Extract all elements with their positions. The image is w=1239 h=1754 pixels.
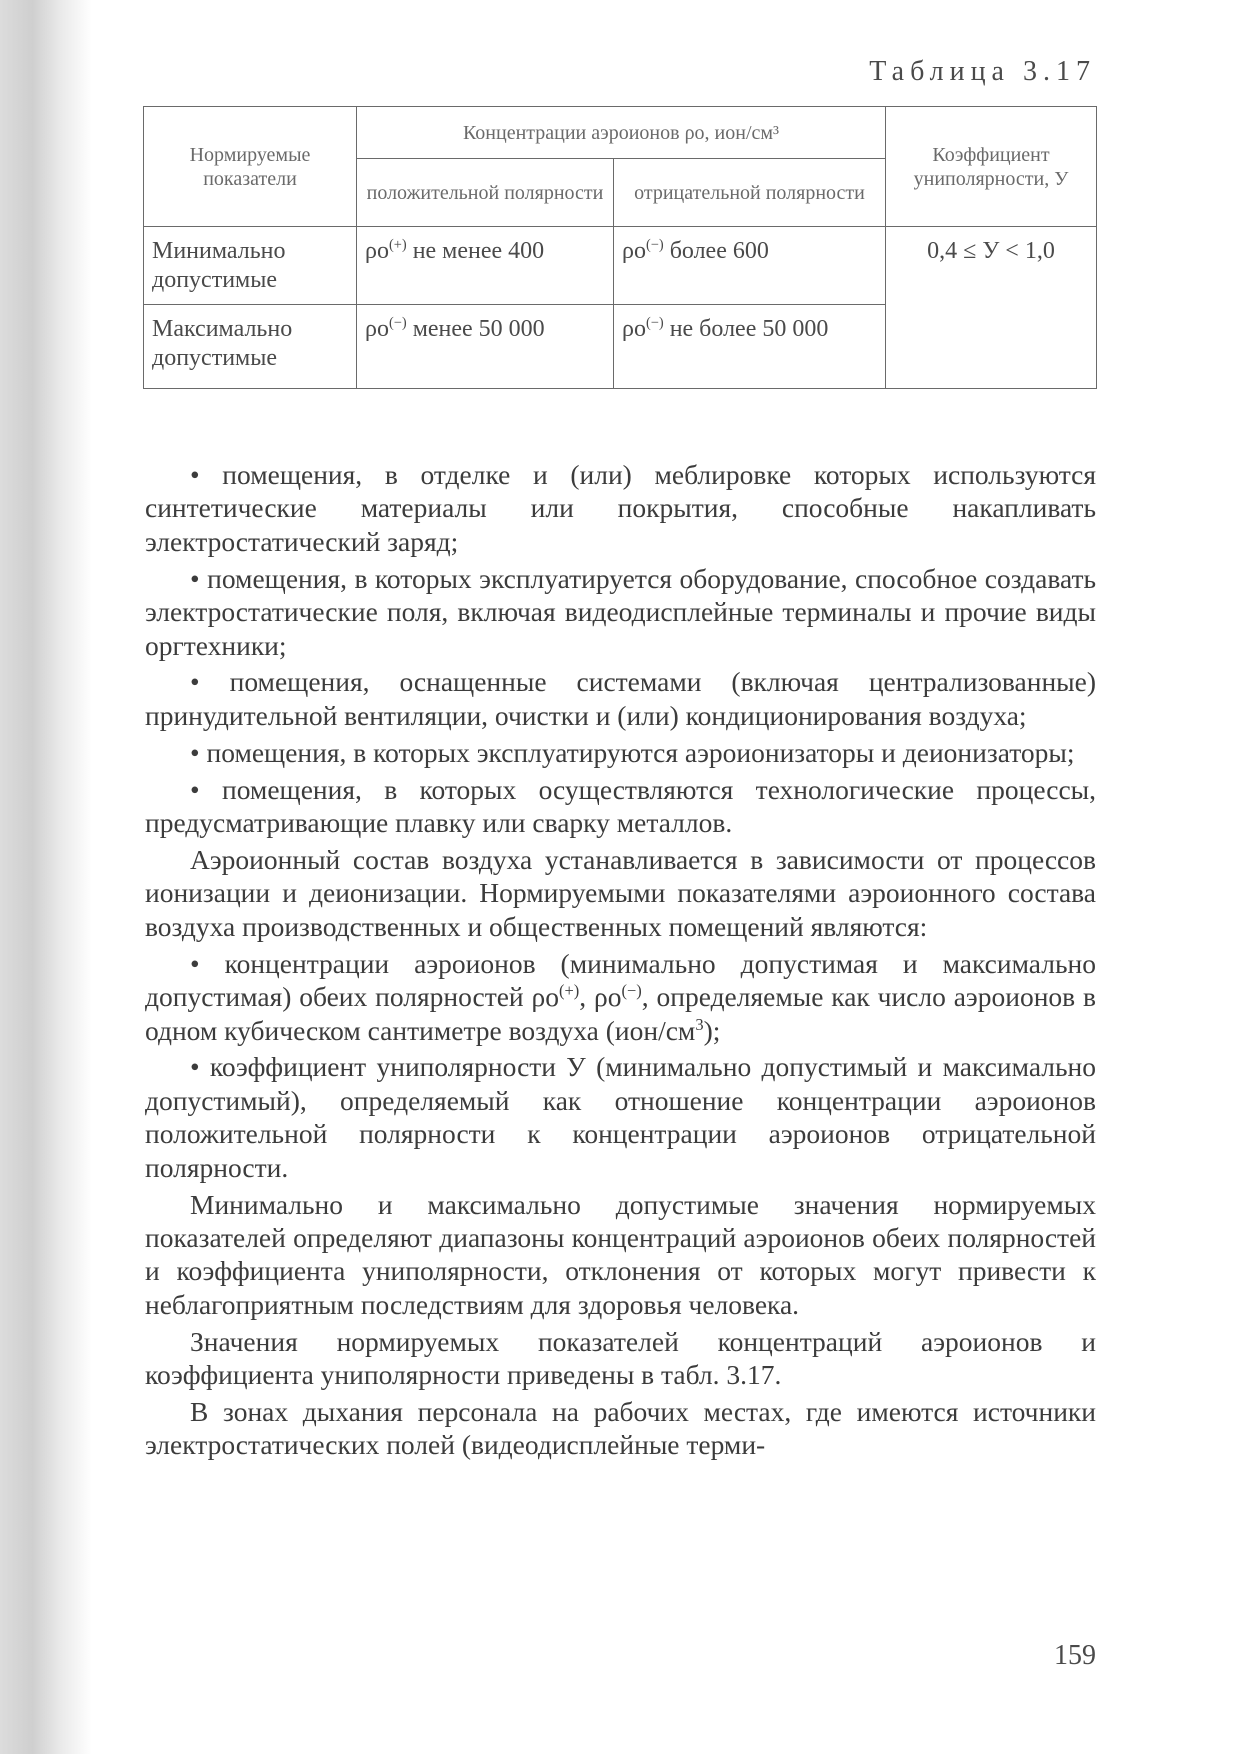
positive-value: ρο(+) не менее 400	[357, 227, 614, 305]
paragraph: Минимально и максимально допустимые значения нормируемых показателей определяют диапазоны концентраций аэроионов обеих полярностей и коэффициента униполярности, отклонения от которых могут привести к неблагоприятным последствиям для здоровья человека.	[145, 1188, 1096, 1320]
paragraph: В зонах дыхания персонала на рабочих местах, где имеются источники электростатических полей (видеодисплейные терми-	[145, 1395, 1096, 1461]
paragraph: • помещения, в отделке и (или) меблировке которых используются синтетические материалы или покрытия, способные накапливать электростатический заряд;	[145, 459, 1096, 557]
header-concentrations: Концентрации аэроионов ρο, ион/см³	[357, 107, 886, 159]
negative-value: ρο(−) не более 50 000	[614, 305, 886, 389]
norms-table	[143, 106, 1097, 389]
table-caption: Таблица 3.17	[869, 56, 1096, 87]
row-label: Максимально допустимые	[144, 305, 357, 389]
paragraph: Аэроионный состав воздуха устанавливается в зависимости от процессов ионизации и деионизации. Нормируемыми показателями аэроионного состава воздуха производственных и общественных помещений являются:	[145, 843, 1096, 942]
paragraph: • помещения, в которых осуществляются технологические процессы, предусматривающие плавку или сварку металлов.	[145, 773, 1096, 839]
paragraph: Значения нормируемых показателей концентраций аэроионов и коэффициента униполярности приведены в табл. 3.17.	[145, 1325, 1096, 1391]
coefficient-value: 0,4 ≤ У < 1,0	[886, 227, 1097, 389]
page-number: 159	[1054, 1640, 1096, 1671]
paragraph: • концентрации аэроионов (минимально допустимая и максимально допустимая) обеих полярностей ρο(+), ρο(−), определяемые как число аэроионов в одном кубическом сантиметре воздуха $(ион/см^3)$;	[145, 947, 1096, 1046]
paragraph: • коэффициент униполярности У (минимально допустимый и максимально допустимый), определяемый как отношение концентрации аэроионов положительной полярности к концентрации аэроионов отрицательной полярности.	[145, 1051, 1096, 1183]
header-negative: отрицательной полярности	[614, 159, 886, 227]
table-row	[144, 227, 1097, 305]
paragraph: • помещения, в которых эксплуатируется оборудование, способное создавать электростатические поля, включая видеодисплейные терминалы и прочие виды оргтехники;	[145, 562, 1096, 661]
paragraph: • помещения, оснащенные системами (включая централизованные) принудительной вентиляции, очистки и (или) кондиционирования воздуха;	[145, 666, 1096, 731]
paragraph: • помещения, в которых эксплуатируются аэроионизаторы и деионизаторы;	[190, 736, 1075, 768]
header-unipolarity: Коэффициент униполярности, У	[886, 107, 1097, 227]
row-label: Минимально допустимые	[144, 227, 357, 305]
header-positive: положительной полярности	[357, 159, 614, 227]
header-norm-indicators: Нормируемые показатели	[144, 107, 357, 227]
body-text	[145, 458, 1096, 1465]
negative-value: ρο(−) более 600	[614, 227, 886, 305]
positive-value: ρο(−) менее 50 000	[357, 305, 614, 389]
